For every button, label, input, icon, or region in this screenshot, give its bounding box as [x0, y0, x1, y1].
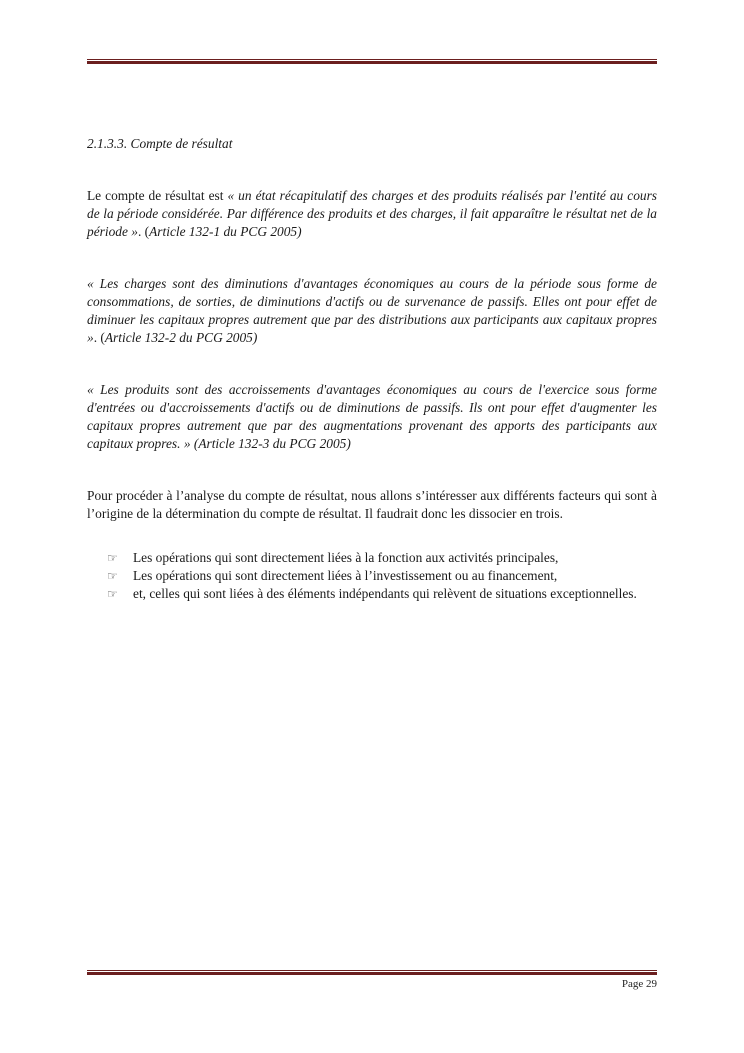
paragraph-analysis: Pour procéder à l’analyse du compte de résultat, nous allons s’intéresser aux différents facteurs qui sont à l’origine de la détermination du compte de résultat. Il faudrait donc les dissocier en trois.: [87, 488, 657, 521]
list-item-text: Les opérations qui sont directement liées à l’investissement ou au financement,: [133, 568, 558, 583]
paragraph-definition: [87, 187, 657, 241]
footer-rule: [87, 970, 657, 975]
pointing-hand-icon: ☞: [107, 587, 118, 601]
list-item: [107, 585, 657, 603]
pointing-hand-icon: ☞: [107, 551, 118, 565]
paragraph-charges: [87, 275, 657, 347]
list-item-text: Les opérations qui sont directement liées à la fonction aux activités principales,: [133, 550, 559, 565]
charges-quote: « Les charges sont des diminutions d'avantages économiques au cours de la période sous forme de consommations, de sorties, de diminutions d'actifs ou de survenance de passifs. Elles ont pour effet de diminuer les capitaux propres autrement que par des distributions aux participants aux capitaux propres »: [87, 276, 657, 345]
article-reference: Article 132-2 du PCG 2005): [104, 330, 258, 345]
list-item-text: et, celles qui sont liées à des éléments indépendants qui relèvent de situations exceptionnelles.: [133, 586, 637, 601]
definition-quote: « un état récapitulatif des charges et des produits réalisés par l'entité au cours de la période considérée. Par différence des produits et des charges, il fait apparaître le résultat net de la période »: [87, 188, 658, 239]
paragraph-lead: Le compte de résultat est: [87, 188, 228, 203]
header-rule: [87, 59, 657, 64]
pointing-hand-icon: ☞: [107, 569, 118, 583]
section-heading: 2.1.3.3. Compte de résultat: [87, 136, 233, 151]
bullet-list: [87, 549, 657, 603]
list-item: [107, 549, 657, 567]
reference-separator: . (: [137, 224, 150, 239]
page-body: [87, 135, 657, 603]
article-reference: Article 132-1 du PCG 2005): [149, 224, 302, 239]
list-item: [107, 567, 657, 585]
reference-separator: . (: [93, 330, 105, 345]
paragraph-produits: « Les produits sont des accroissements d'avantages économiques au cours de l'exercice sous forme d'entrées ou d'accroissements d'actifs ou de diminutions de passifs. Ils ont pour effet d'augmenter les capitaux propres autrement que par des augmentations provenant des apports des participants aux capitaux propres. » (Article 132-3 du PCG 2005): [87, 382, 657, 451]
page-number: Page 29: [621, 978, 657, 990]
